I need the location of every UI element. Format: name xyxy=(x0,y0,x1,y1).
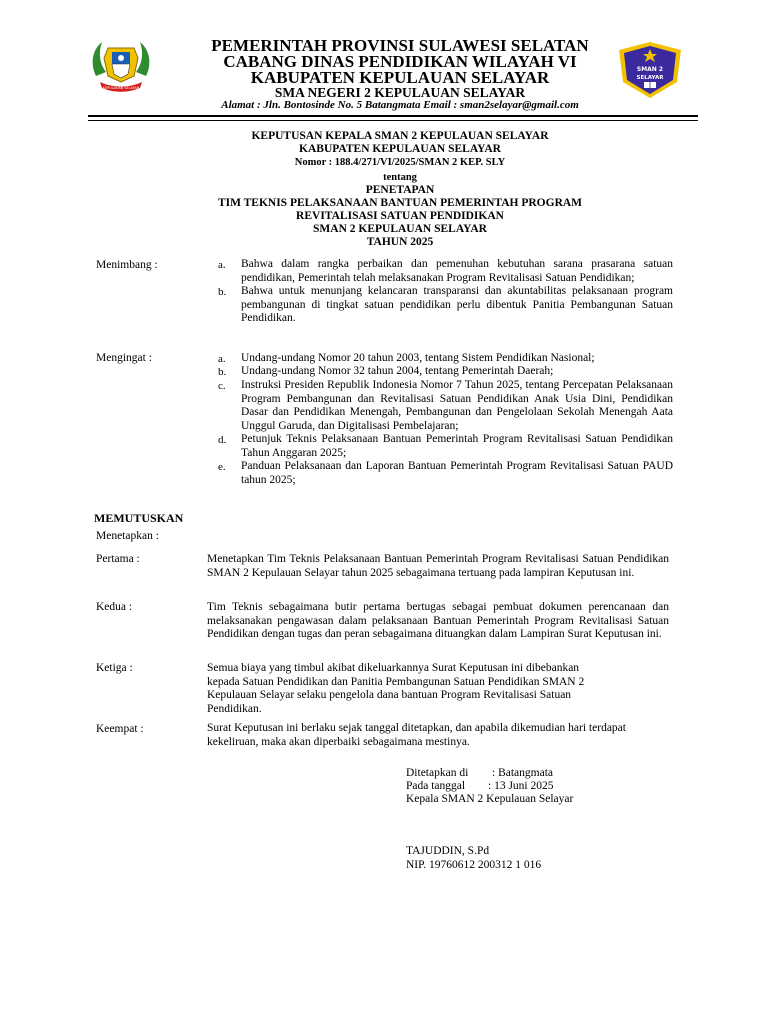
ketiga-line: Pendidikan. xyxy=(207,702,262,715)
mengingat-label: Mengingat : xyxy=(96,352,152,364)
mengingat-letter-c: c. xyxy=(218,380,226,392)
letterhead-school: SMA NEGERI 2 KEPULAUAN SELAYAR xyxy=(274,85,526,100)
tanggal-value: : 13 Juni 2025 xyxy=(488,780,554,792)
ketiga-line: Semua biaya yang timbul akibat dikeluarkannya Surat Keputusan ini dibebankan xyxy=(207,662,580,674)
tanggal-label: Pada tanggal xyxy=(406,780,466,792)
menimbang-label: Menimbang : xyxy=(96,259,158,271)
decree-title-line2: KABUPATEN KEPULAUAN SELAYAR xyxy=(299,143,501,155)
decree-subject-line1: TIM TEKNIS PELAKSANAAN BANTUAN PEMERINTAH PROGRAM xyxy=(217,197,583,209)
memutuskan-heading: MEMUTUSKAN xyxy=(94,511,184,525)
regency-emblem-icon xyxy=(88,36,154,98)
decree-penetapan: PENETAPAN xyxy=(365,184,435,196)
keempat-text xyxy=(207,722,626,749)
letterhead-address: Alamat : Jln. Bontosinde No. 5 Batangmata Email : sman2selayar@gmail.com xyxy=(221,99,579,111)
keempat-line: Surat Keputusan ini berlaku sejak tanggal ditetapkan, dan apabila dikemudian hari terdapat xyxy=(207,722,626,734)
letterhead-line3: KABUPATEN KEPULAUAN SELAYAR xyxy=(250,68,550,87)
logo-text-bottom: SELAYAR xyxy=(636,75,664,81)
mengingat-item-a: Undang-undang Nomor 20 tahun 2003, tentang Sistem Pendidikan Nasional; xyxy=(241,352,595,364)
decree-year: TAHUN 2025 xyxy=(366,236,434,248)
keempat-line: kekeliruan, maka akan diperbaiki sebagaimana mestinya. xyxy=(207,735,470,748)
letterhead-line1: PEMERINTAH PROVINSI SULAWESI SELATAN xyxy=(211,36,589,55)
letterhead-divider-thin xyxy=(88,120,698,121)
ketiga-label: Ketiga : xyxy=(96,662,133,674)
logo-text-top: SMAN 2 xyxy=(636,66,664,73)
mengingat-item-d: Petunjuk Teknis Pelaksanaan Bantuan Pemerintah Program Revitalisasi Satuan Pendidikan Tahun Anggaran 2025; xyxy=(241,433,673,459)
mengingat-letter-e: e. xyxy=(218,461,226,473)
pertama-text: Menetapkan Tim Teknis Pelaksanaan Bantuan Pemerintah Program Revitalisasi Satuan Pendidikan SMAN 2 Kepulauan Selayar tahun 2025 sebagaimana tertuang pada lampiran Keputusan ini. xyxy=(207,553,669,579)
mengingat-item-b: Undang-undang Nomor 32 tahun 2004, tentang Pemerintah Daerah; xyxy=(241,365,554,377)
menimbang-letter-b: b. xyxy=(218,286,227,298)
decree-tentang: tentang xyxy=(383,172,417,183)
decree-number: Nomor : 188.4/271/VI/2025/SMAN 2 KEP. SLY xyxy=(294,157,506,168)
mengingat-letter-d: d. xyxy=(218,434,227,446)
ditetapkan-value: : Batangmata xyxy=(492,767,553,779)
regency-logo xyxy=(88,36,154,98)
mengingat-item-e: Panduan Pelaksanaan dan Laporan Bantuan Pemerintah Program Revitalisasi Satuan PAUD tahun 2025; xyxy=(241,460,673,486)
signer-nip: NIP. 19760612 200312 1 016 xyxy=(406,859,542,871)
menimbang-item-a: Bahwa dalam rangka perbaikan dan pemenuhan kebutuhan sarana prasarana satuan pendidikan, Pemerintah telah melaksanakan Program Revitalisasi Satuan Pendidikan; xyxy=(241,258,673,284)
mengingat-item-c: Instruksi Presiden Republik Indonesia Nomor 7 Tahun 2025, tentang Percepatan Pelaksanaan Program Pembangunan dan Revitalisasi Satuan Pendidikan Anak Usia Dini, Pendidikan Dasar dan Pendidikan Menengah, Pembangunan dan Pengelolaan Sekolah Menengah Aata Unggul Garuda, dan Digitalisasi Pembelajaran; xyxy=(241,379,673,432)
kedua-text: Tim Teknis sebagaimana butir pertama bertugas sebagai pembuat dokumen perencanaan dan melaksanakan pengawasan dalam pelaksanaan Bantuan Pemerintah Program Revitalisasi Satuan Pendidikan dengan tugas dan peran sebagaimana dituangkan dalam Lampiran Surat Keputusan ini. xyxy=(207,601,669,640)
menetapkan-label: Menetapkan : xyxy=(96,530,159,542)
mengingat-letter-a: a. xyxy=(218,353,226,365)
decree-title xyxy=(150,130,650,249)
letterhead-divider-thick xyxy=(88,115,698,117)
logo-ribbon-text: KEPULAUAN SELAYAR xyxy=(102,86,140,90)
ketiga-line: kepada Satuan Pendidikan dan Panitia Pembangunan Satuan Pendidikan SMAN 2 xyxy=(207,675,585,688)
keempat-label: Keempat : xyxy=(96,723,144,735)
letterhead-line2: CABANG DINAS PENDIDIKAN WILAYAH VI xyxy=(223,52,577,71)
ketiga-line: Kepulauan Selayar selaku pengelola dana bantuan Program Revitalisasi Satuan xyxy=(207,689,572,701)
mengingat-letter-b: b. xyxy=(218,366,227,378)
menimbang-item-b: Bahwa untuk menunjang kelancaran transparansi dan akuntabilitas pelaksanaan program pembangunan di tingkat satuan pendidikan perlu dibentuk Panitia Pembangunan Satuan Pendidikan. xyxy=(241,285,673,324)
signer-position: Kepala SMAN 2 Kepulauan Selayar xyxy=(406,793,574,805)
decree-title-line1: KEPUTUSAN KEPALA SMAN 2 KEPULAUAN SELAYAR xyxy=(251,130,549,142)
decree-subject-line3: SMAN 2 KEPULAUAN SELAYAR xyxy=(313,223,487,235)
ketiga-text xyxy=(207,662,584,716)
ditetapkan-label: Ditetapkan di xyxy=(406,767,469,779)
decree-subject-line2: REVITALISASI SATUAN PENDIDIKAN xyxy=(296,210,504,222)
pertama-label: Pertama : xyxy=(96,553,140,565)
menimbang-letter-a: a. xyxy=(218,259,226,271)
kedua-label: Kedua : xyxy=(96,601,133,613)
signer-name: TAJUDDIN, S.Pd xyxy=(406,845,490,857)
